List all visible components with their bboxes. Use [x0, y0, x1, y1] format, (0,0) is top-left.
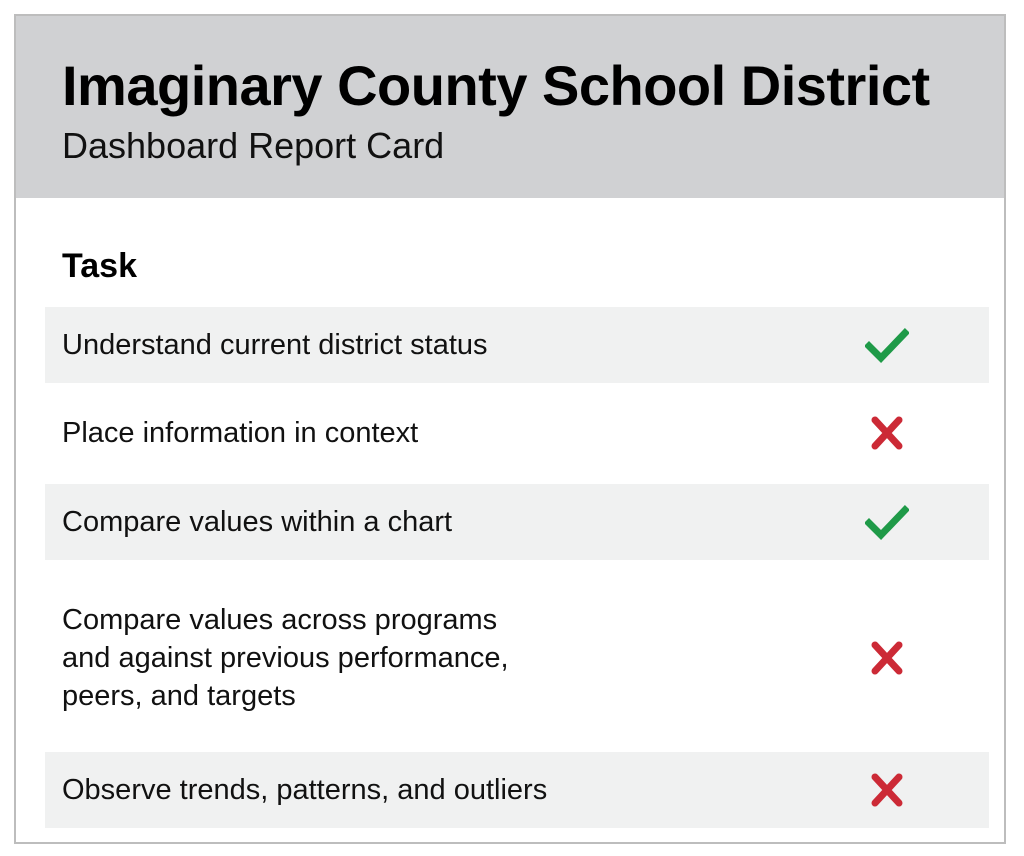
- report-card-header: [16, 16, 1004, 198]
- task-label: Compare values within a chart: [62, 506, 453, 538]
- x-mark-icon: [865, 638, 909, 678]
- task-label: Observe trends, patterns, and outliers: [62, 774, 548, 806]
- task-row: [45, 395, 989, 471]
- task-column-heading: Task: [62, 247, 137, 285]
- task-row: [45, 572, 989, 744]
- report-card: [14, 14, 1006, 844]
- page-title: Imaginary County School District: [62, 54, 930, 117]
- checkmark-icon: [865, 325, 909, 365]
- task-row: [45, 752, 989, 828]
- task-label: Place information in context: [62, 417, 419, 449]
- x-mark-icon: [865, 770, 909, 810]
- task-row: [45, 484, 989, 560]
- task-label: Compare values across programs and against previous performance, peers, and targets: [62, 604, 509, 712]
- task-row: [45, 307, 989, 383]
- page-subtitle: Dashboard Report Card: [62, 125, 445, 166]
- checkmark-icon: [865, 502, 909, 542]
- task-label: Understand current district status: [62, 329, 488, 361]
- x-mark-icon: [865, 413, 909, 453]
